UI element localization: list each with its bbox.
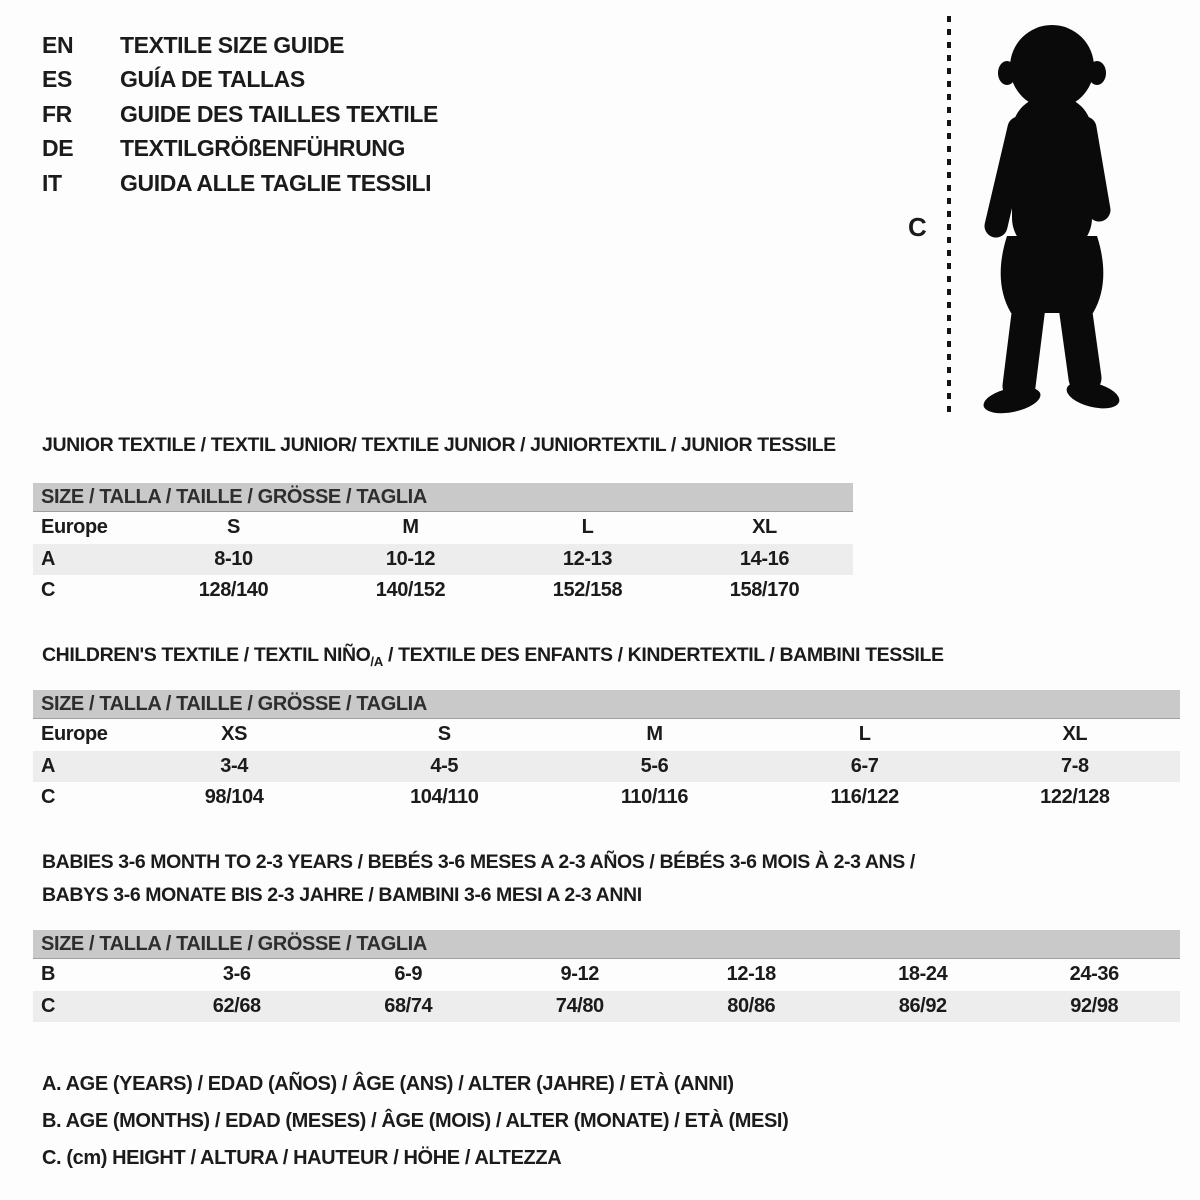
babies-size-header: SIZE / TALLA / TAILLE / GRÖSSE / TAGLIA — [33, 930, 1180, 959]
col-header: S — [227, 516, 240, 539]
cell: 6-9 — [394, 963, 423, 986]
cell: 128/140 — [198, 579, 269, 602]
col-header: XS — [221, 723, 248, 746]
language-code: FR — [42, 100, 72, 127]
legend — [42, 1066, 788, 1177]
cell: 68/74 — [384, 994, 433, 1017]
legend-line-b: B. AGE (MONTHS) / EDAD (MESES) / ÂGE (MOIS) / ALTER (MONATE) / ETÀ (MESI) — [42, 1110, 789, 1132]
children-height-row — [33, 782, 1180, 814]
children-title-pre: CHILDREN'S TEXTILE / TEXTIL NIÑO — [42, 644, 371, 666]
cell: 158/170 — [729, 579, 800, 602]
babies-table — [33, 930, 1180, 1022]
language-row — [42, 63, 438, 98]
babies-section-title — [42, 846, 915, 912]
language-title: GUIDE DES TAILLES TEXTILE — [120, 100, 438, 127]
cell: 6-7 — [850, 754, 879, 777]
cell: 92/98 — [1070, 994, 1119, 1017]
row-label: A — [41, 754, 56, 777]
cell: 24-36 — [1069, 963, 1119, 986]
junior-size-header: SIZE / TALLA / TAILLE / GRÖSSE / TAGLIA — [33, 483, 853, 512]
toddler-silhouette-icon — [966, 12, 1138, 420]
cell: 14-16 — [739, 547, 790, 570]
height-measure-line — [947, 16, 951, 418]
col-header: S — [437, 723, 451, 746]
children-title-sub: /A — [370, 654, 384, 669]
cell: 18-24 — [898, 963, 948, 986]
cell: 10-12 — [385, 547, 436, 570]
cell: 152/158 — [552, 579, 623, 602]
row-label: C — [41, 994, 56, 1017]
cell: 122/128 — [1040, 786, 1110, 809]
row-label: A — [41, 547, 56, 570]
cell: 4-5 — [430, 754, 459, 777]
junior-height-row — [33, 575, 853, 607]
language-row — [42, 166, 438, 201]
language-row — [42, 132, 438, 167]
cell: 3-6 — [222, 963, 251, 986]
col-header: M — [646, 723, 663, 746]
col-header: M — [402, 516, 419, 539]
region-label: Europe — [41, 516, 108, 539]
cell: 140/152 — [375, 579, 446, 602]
children-section-title — [42, 644, 944, 669]
language-row — [42, 97, 438, 132]
cell: 104/110 — [410, 786, 479, 809]
cell: 116/122 — [830, 786, 899, 809]
language-code: EN — [42, 31, 74, 58]
children-age-row — [33, 751, 1180, 783]
children-table — [33, 690, 1180, 814]
language-title-list — [42, 28, 438, 201]
cell: 5-6 — [640, 754, 669, 777]
babies-months-row — [33, 959, 1180, 991]
row-label: C — [41, 786, 56, 809]
babies-title-line1: BABIES 3-6 MONTH TO 2-3 YEARS / BEBÉS 3-6 MESES A 2-3 AÑOS / BÉBÉS 3-6 MOIS À 2-3 ANS / — [42, 851, 915, 873]
legend-line-a: A. AGE (YEARS) / EDAD (AÑOS) / ÂGE (ANS) / ALTER (JAHRE) / ETÀ (ANNI) — [42, 1073, 734, 1095]
babies-title-line2: BABYS 3-6 MONATE BIS 2-3 JAHRE / BAMBINI 3-6 MESI A 2-3 ANNI — [42, 884, 642, 906]
language-row — [42, 28, 438, 63]
cell: 7-8 — [1061, 754, 1089, 777]
children-columns-row — [33, 719, 1180, 751]
children-size-header: SIZE / TALLA / TAILLE / GRÖSSE / TAGLIA — [33, 690, 1180, 719]
cell: 74/80 — [555, 994, 604, 1017]
language-code: DE — [42, 135, 74, 162]
col-header: L — [858, 723, 871, 746]
babies-height-row — [33, 991, 1180, 1023]
cell: 3-4 — [220, 754, 248, 777]
language-title: TEXTILGRÖßENFÜHRUNG — [120, 135, 405, 162]
cell: 62/68 — [212, 994, 261, 1017]
height-measure-label: C — [908, 212, 927, 242]
region-label: Europe — [41, 723, 108, 746]
col-header: L — [581, 516, 594, 539]
cell: 98/104 — [204, 786, 264, 809]
cell: 86/92 — [898, 994, 947, 1017]
cell: 80/86 — [727, 994, 776, 1017]
cell: 12-13 — [562, 547, 613, 570]
cell: 110/116 — [620, 786, 689, 809]
language-title: GUIDA ALLE TAGLIE TESSILI — [120, 169, 432, 196]
language-code: IT — [42, 169, 62, 196]
language-code: ES — [42, 66, 72, 93]
children-title-post: / TEXTILE DES ENFANTS / KINDERTEXTIL / BAMBINI TESSILE — [383, 644, 944, 666]
junior-section-title: JUNIOR TEXTILE / TEXTIL JUNIOR/ TEXTILE JUNIOR / JUNIORTEXTIL / JUNIOR TESSILE — [42, 434, 836, 456]
cell: 9-12 — [560, 963, 599, 986]
junior-age-row — [33, 544, 853, 576]
row-label: C — [41, 579, 56, 602]
cell: 12-18 — [726, 963, 776, 986]
junior-table — [33, 483, 853, 607]
legend-line-c: C. (cm) HEIGHT / ALTURA / HAUTEUR / HÖHE / ALTEZZA — [42, 1147, 562, 1169]
col-header: XL — [1062, 723, 1088, 746]
col-header: XL — [752, 516, 777, 539]
junior-columns-row — [33, 512, 853, 544]
language-title: TEXTILE SIZE GUIDE — [120, 31, 345, 58]
language-title: GUÍA DE TALLAS — [120, 66, 305, 93]
row-label: B — [41, 963, 56, 986]
cell: 8-10 — [214, 547, 253, 570]
